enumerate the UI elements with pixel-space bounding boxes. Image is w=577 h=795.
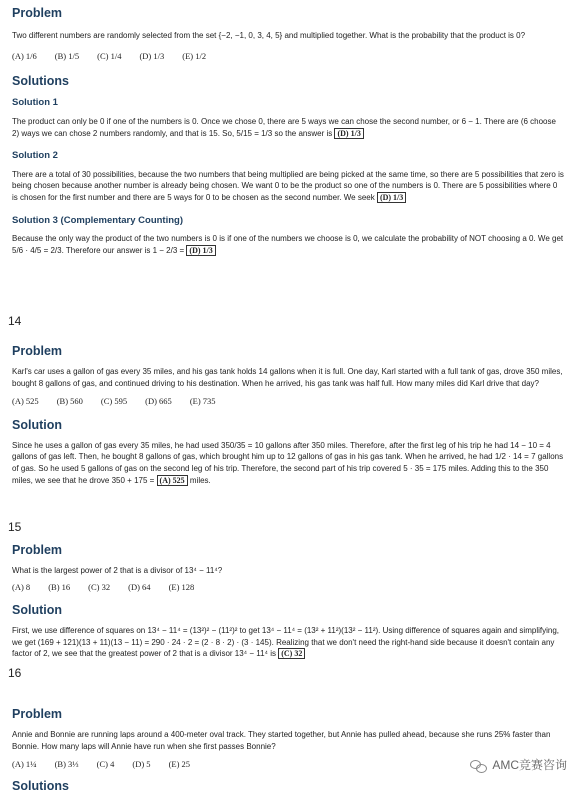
problem-number: 14 xyxy=(8,314,22,328)
solution-3-answer: (D) 1/3 xyxy=(186,245,215,256)
solution-answer: (C) 32 xyxy=(278,648,305,659)
problem-statement: What is the largest power of 2 that is a divisor of 13⁴ − 11⁴? xyxy=(12,566,223,576)
solution-3-heading: Solution 3 (Complementary Counting) xyxy=(12,214,183,226)
choice-d: (D) 5 xyxy=(132,759,151,770)
choice-c: (C) 4 xyxy=(96,759,115,770)
choice-a: (A) 525 xyxy=(12,396,39,407)
watermark-text: AMC竞赛咨询 xyxy=(492,757,567,772)
solution-1-answer: (D) 1/3 xyxy=(334,128,363,139)
choice-b: (B) 560 xyxy=(56,396,83,407)
choice-a: (A) 1/6 xyxy=(12,50,37,61)
problem-heading: Problem xyxy=(12,707,63,721)
problem-heading: Problem xyxy=(12,543,63,557)
problem-15-section xyxy=(12,541,564,660)
problem-statement: Karl's car uses a gallon of gas every 35 miles, and his gas tank holds 14 gallons when it is full. One day, Karl started with a full tank of gas, drove 350 miles, bought 8 gallons of gas, and continued driving to his destination. When he arrived, his gas tank was half full. How many miles did Karl drive that day? xyxy=(12,367,563,388)
answer-choices xyxy=(12,50,564,62)
wechat-icon xyxy=(470,758,488,772)
choice-e: (E) 1/2 xyxy=(182,50,207,61)
choice-a: (A) 1¼ xyxy=(12,759,37,770)
choice-e: (E) 128 xyxy=(168,581,195,592)
solution-body: First, we use difference of squares on 13⁴ − 11⁴ = (13²)² − (11²)² to get 13⁴ − 11⁴ = (13² + 11²)(13² − 11²). Using difference of squares again and simplifying, we get (169 + 121)(13 + 11)(13 − 11) = 290 · 24 · 2 = (2 · 8 · 2) · (3 · 145). Realizing that we don't need the right-hand side because it doesn't contain any factor of 2, we see that the greatest power of 2 that is a divisor 13⁴ − 11⁴ is xyxy=(12,626,559,659)
choice-a: (A) 8 xyxy=(12,581,31,592)
choice-c: (C) 595 xyxy=(100,396,128,407)
problem-heading: Problem xyxy=(12,344,63,358)
choice-e: (E) 25 xyxy=(168,759,191,770)
choice-c: (C) 1/4 xyxy=(97,50,122,61)
solution-2-heading: Solution 2 xyxy=(12,150,58,162)
solution-3-text xyxy=(12,233,564,256)
solution-1-body: The product can only be 0 if one of the numbers is 0. Once we chose 0, there are 5 ways we can chose the second number, or 6 − 1. There are (6 choose 2) ways we can chose 2 numbers randomly, and that is 15. So, 5/15 = 1/3 so the answer is xyxy=(12,116,556,138)
choice-b: (B) 3⅓ xyxy=(54,759,79,770)
solutions-heading: Solutions xyxy=(12,74,69,89)
choice-d: (D) 64 xyxy=(128,581,151,592)
solution-text xyxy=(12,440,564,486)
problem-statement: Two different numbers are randomly selected from the set {−2, −1, 0, 3, 4, 5} and multiplied together. What is the probability that the product is 0? xyxy=(12,31,526,41)
problem-14-section xyxy=(12,342,564,486)
solution-1-text xyxy=(12,116,564,139)
problem-number: 16 xyxy=(8,666,22,680)
choice-c: (C) 32 xyxy=(88,581,111,592)
watermark xyxy=(470,757,567,774)
solutions-heading: Solutions xyxy=(12,778,69,793)
solution-2-body: There are a total of 30 possibilities, because the two numbers that being multiplied are being picked at the same time, so there are 5 possibilities that zero is being chosen because another number is already being chosen. We want 0 to be the product so one of the numbers is 0. There are 5 possibilities where 0 is chosen for the first number and there are 5 ways for 0 to be chosen as the second number. We seek xyxy=(12,169,564,203)
solution-text xyxy=(12,625,564,660)
problem-heading: Problem xyxy=(12,6,63,20)
solution-3-body: Because the only way the product of the two numbers is 0 is if one of the numbers we choose is 0, we calculate the probability of NOT choosing a 0. We get 5/6 · 4/5 = 2/3. Therefore our answer is 1 − 2/3 = xyxy=(12,234,564,256)
solution-1-heading: Solution 1 xyxy=(12,97,58,109)
problem-number: 15 xyxy=(8,520,22,534)
choice-b: (B) 16 xyxy=(48,581,71,592)
choice-b: (B) 1/5 xyxy=(54,50,80,61)
answer-choices xyxy=(12,395,564,407)
problem-13-section xyxy=(12,4,564,257)
choice-d: (D) 1/3 xyxy=(139,50,165,61)
answer-choices xyxy=(12,581,564,593)
solution-tail: miles. xyxy=(189,475,211,485)
solution-heading: Solution xyxy=(12,603,62,618)
choice-d: (D) 665 xyxy=(145,396,172,407)
solution-heading: Solution xyxy=(12,417,62,432)
choice-e: (E) 735 xyxy=(189,396,216,407)
solution-answer: (A) 525 xyxy=(157,475,188,486)
solution-2-text xyxy=(12,169,564,204)
solution-body: Since he uses a gallon of gas every 35 miles, he had used 350/35 = 10 gallons after 350 miles. Therefore, after the first leg of his trip he had 14 − 10 = 4 gallons of gas left. Then, he bought 8 gallons of gas, which brought him up to 12 gallons of gas in his gas tank. When he arrived, he had 1/2 · 14 = 7 gallons of gas. So he used 5 gallons of gas on the second leg of his trip. Therefore, the second part of his trip covered 5 · 35 = 175 miles. Adding this to the 350 miles, we see that he drove 350 + 175 = xyxy=(12,440,564,485)
problem-16-section xyxy=(12,705,564,795)
solution-2-answer: (D) 1/3 xyxy=(377,192,406,203)
problem-statement: Annie and Bonnie are running laps around a 400-meter oval track. They started together, but Annie has pulled ahead, because she runs 25% faster than Bonnie. How many laps will Annie have run when she first passes Bonnie? xyxy=(12,730,551,751)
